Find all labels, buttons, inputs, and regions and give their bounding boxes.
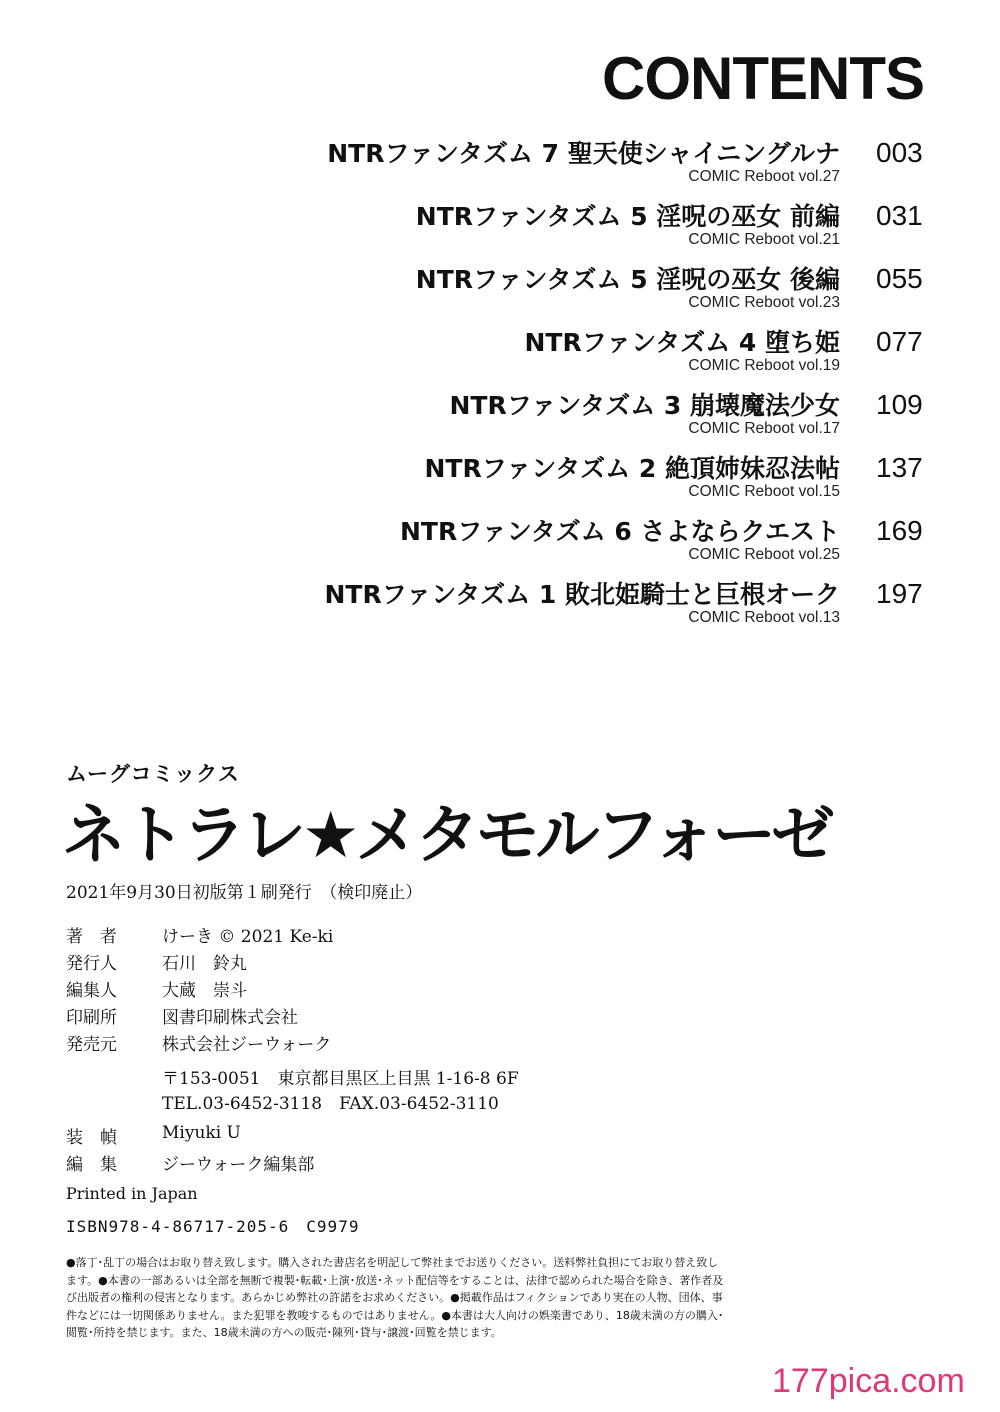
toc-entry-title: NTRファンタズム 3 崩壊魔法少女 — [449, 391, 840, 420]
colophon-row-editor — [66, 976, 666, 1003]
toc-entry-title: NTRファンタズム 1 敗北姫騎士と巨根オーク — [324, 580, 840, 609]
colophon-row-design — [66, 1123, 666, 1150]
toc-entry-title: NTRファンタズム 7 聖天使シャイニングルナ — [327, 139, 840, 168]
colophon-row-publisher — [66, 949, 666, 976]
colophon-row-distributor — [66, 1030, 666, 1064]
notice-line: 件などには一切関係ありません。また犯罪を教唆するものではありません。●本書は大人向けの娯楽書であり、18歳未満の方の購入･ — [66, 1308, 724, 1322]
toc-entry-page: 077 — [876, 326, 923, 357]
colophon-value: 大蔵 崇斗 — [162, 981, 247, 1001]
colophon-value: 図書印刷株式会社 — [162, 1008, 298, 1028]
toc-entry-title: NTRファンタズム 6 さよならクエスト — [399, 517, 840, 546]
colophon — [66, 922, 666, 1177]
colophon-key: 編集人 — [66, 981, 117, 1001]
toc-entry-title: NTRファンタズム 4 堕ち姫 — [524, 328, 840, 357]
toc-entry — [0, 128, 1000, 191]
contents-heading: CONTENTS — [602, 45, 924, 112]
notice-line: ます。●本書の一部あるいは全部を無断で複製･転載･上演･放送･ネット配信等をすることは、法律で認められた場合を除き、著作者及 — [66, 1273, 724, 1287]
toc-entry-source: COMIC Reboot vol.13 — [688, 609, 840, 626]
colophon-value: 株式会社ジーウォーク — [162, 1035, 332, 1055]
toc-entry-page: 137 — [876, 452, 923, 483]
colophon-key: 編 集 — [66, 1155, 117, 1175]
isbn: ISBN978-4-86717-205-6 C9979 — [66, 1217, 360, 1236]
toc-entry-title: NTRファンタズム 5 淫呪の巫女 後編 — [415, 265, 840, 294]
toc-entry-source: COMIC Reboot vol.23 — [688, 294, 840, 311]
colophon-key: 発売元 — [66, 1035, 117, 1055]
colophon-value: 石川 鈴丸 — [162, 954, 247, 974]
colophon-row-editing — [66, 1150, 666, 1177]
notice-line: ●落丁･乱丁の場合はお取り替え致します。購入された書店名を明記して弊社までお送りください。送料弊社負担にてお取り替え致し — [66, 1256, 719, 1269]
legal-notice — [66, 1254, 756, 1342]
toc-entry-page: 109 — [876, 389, 923, 420]
publication-date: 2021年9月30日初版第１刷発行 （検印廃止） — [66, 883, 423, 903]
printed-in: Printed in Japan — [66, 1184, 198, 1203]
toc-entry-source: COMIC Reboot vol.27 — [688, 168, 840, 185]
colophon-value: Miyuki U — [162, 1123, 241, 1143]
toc-entry — [0, 443, 1000, 506]
book-title: ネトラレ★メタモルフォーゼ — [62, 799, 831, 873]
toc-entry-source: COMIC Reboot vol.19 — [688, 357, 840, 374]
toc-entry-page: 055 — [876, 263, 923, 294]
phone-text: TEL.03-6452-3118 FAX.03-6452-3110 — [162, 1094, 499, 1114]
toc-entry — [0, 254, 1000, 317]
address-text: 〒153-0051 東京都目黒区上目黒 1-16-8 6F — [162, 1069, 519, 1089]
colophon-row-author — [66, 922, 666, 949]
toc-entry-title: NTRファンタズム 5 淫呪の巫女 前編 — [415, 202, 840, 231]
colophon-value: ジーウォーク編集部 — [162, 1155, 315, 1175]
toc-entry-title: NTRファンタズム 2 絶頂姉妹忍法帖 — [424, 454, 840, 483]
colophon-key: 著 者 — [66, 927, 117, 947]
colophon-key: 装 幀 — [66, 1128, 117, 1148]
toc-entry — [0, 191, 1000, 254]
toc-entry-source: COMIC Reboot vol.17 — [688, 420, 840, 437]
colophon-row-printer — [66, 1003, 666, 1030]
imprint-label: ムーグコミックス — [66, 762, 240, 786]
notice-line: び出版者の権利の侵害となります。あらかじめ弊社の許諾をお求めください。●掲載作品はフィクションであり実在の人物、団体、事 — [66, 1291, 723, 1304]
colophon-key: 発行人 — [66, 954, 117, 974]
toc-entry-source: COMIC Reboot vol.21 — [688, 231, 840, 248]
toc-entry — [0, 380, 1000, 443]
table-of-contents — [0, 128, 1000, 632]
toc-entry-source: COMIC Reboot vol.15 — [688, 483, 840, 500]
toc-entry — [0, 569, 1000, 632]
colophon-phone — [66, 1089, 666, 1123]
toc-entry — [0, 317, 1000, 380]
colophon-address — [66, 1064, 666, 1089]
watermark: 177pica.com — [772, 1362, 965, 1400]
notice-line: 閲覧･所持を禁じます。また、18歳未満の方への販売･陳列･貸与･譲渡･回覧を禁じます。 — [66, 1326, 502, 1339]
toc-entry-page: 169 — [876, 515, 923, 546]
toc-entry-page: 031 — [876, 200, 923, 231]
toc-entry-source: COMIC Reboot vol.25 — [688, 546, 840, 563]
colophon-key: 印刷所 — [66, 1008, 117, 1028]
colophon-value: けーき © 2021 Ke-ki — [162, 927, 334, 947]
toc-entry — [0, 506, 1000, 569]
toc-entry-page: 003 — [876, 137, 923, 168]
toc-entry-page: 197 — [876, 578, 923, 609]
